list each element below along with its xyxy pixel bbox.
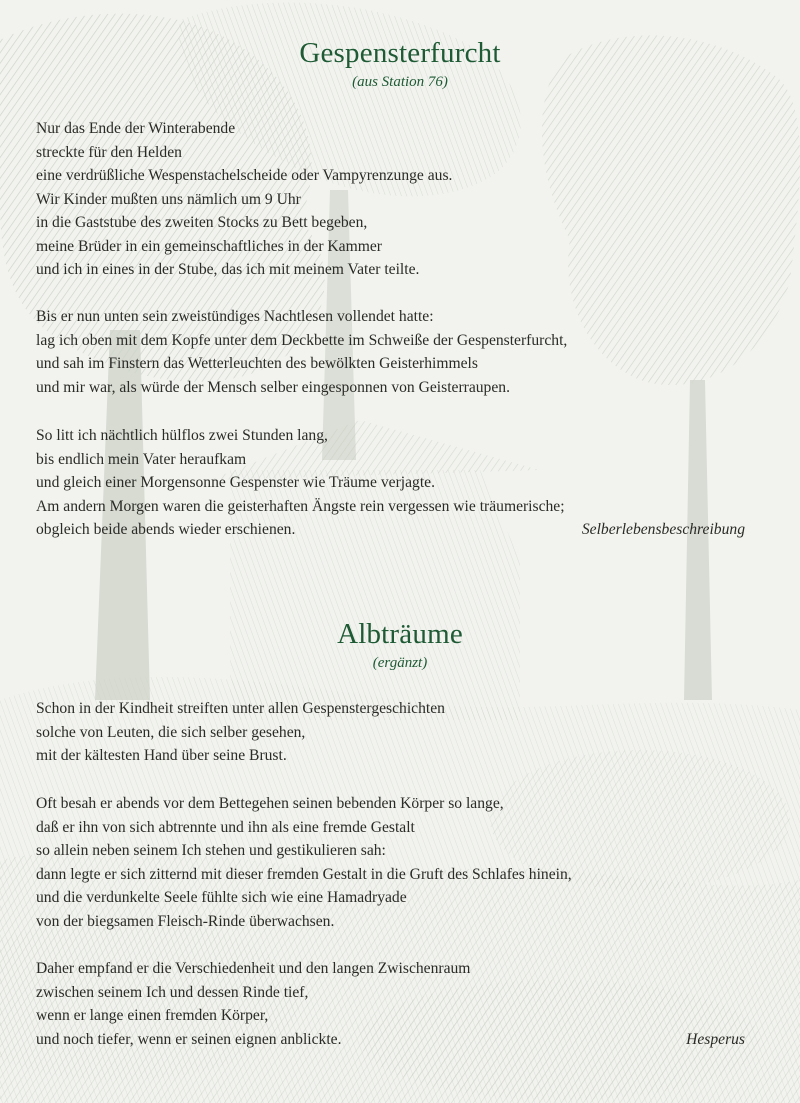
verse-line: zwischen seinem Ich und dessen Rinde tief, (36, 983, 309, 1001)
verse-line: obgleich beide abends wieder erschienen. (36, 521, 296, 538)
verse-line: meine Brüder in ein gemeinschaftliches in der Kammer (36, 237, 382, 255)
verse-line: Wir Kinder mußten uns nämlich um 9 Uhr (36, 190, 301, 208)
verse-line: wenn er lange einen fremden Körper, (36, 1007, 269, 1024)
verse-line: Nur das Ende der Winterabende (36, 120, 236, 137)
source-attribution: Hesperus (686, 1031, 745, 1048)
stanza (36, 117, 766, 282)
verse-line: eine verdrüßliche Wespenstachelscheide oder Vampyrenzunge aus. (36, 167, 453, 184)
verse-line: solche von Leuten, die sich selber gesehen, (36, 723, 306, 741)
verse-line: daß er ihn von sich abtrennte und ihn als eine fremde Gestalt (36, 818, 415, 836)
verse-line: dann legte er sich zitternd mit dieser fremden Gestalt in die Gruft des Schlafes hinein, (36, 865, 572, 883)
verse-line: so allein neben seinem Ich stehen und gestikulieren sah: (36, 842, 386, 859)
verse-line: und die verdunkelte Seele fühlte sich wie eine Hamadryade (36, 889, 407, 906)
verse-line: Bis er nun unten sein zweistündiges Nachtlesen vollendet hatte: (36, 308, 434, 325)
verse-line: Oft besah er abends vor dem Bettegehen seinen bebenden Körper so lange, (36, 795, 504, 812)
stanza (36, 305, 766, 399)
source-attribution: Selberlebensbeschreibung (581, 521, 745, 538)
poem-subtitle: (aus Station 76) (352, 74, 448, 90)
verse-line: lag ich oben mit dem Kopfe unter dem Deckbette im Schweiße der Gespensterfurcht, (36, 331, 568, 349)
stanza (36, 697, 766, 768)
verse-line: und noch tiefer, wenn er seinen eignen anblickte. (36, 1030, 342, 1048)
verse-line: streckte für den Helden (36, 143, 182, 161)
verse-line: mit der kältesten Hand über seine Brust. (36, 747, 287, 764)
verse-line: Schon in der Kindheit streiften unter allen Gespenstergeschichten (36, 700, 445, 717)
verse-line: Am andern Morgen waren die geisterhaften Ängste rein vergessen wie träumerische; (36, 497, 565, 515)
poem-title: Gespensterfurcht (299, 37, 501, 69)
verse-line: und ich in eines in der Stube, das ich mit meinem Vater teilte. (36, 261, 420, 278)
verse-line: Daher empfand er die Verschiedenheit und den langen Zwischenraum (36, 960, 471, 977)
stanza (36, 792, 766, 933)
verse-line: und gleich einer Morgensonne Gespenster wie Träume verjagte. (36, 474, 435, 491)
poem-title: Albträume (337, 618, 463, 650)
verse-line: von der biegsamen Fleisch-Rinde überwachsen. (36, 912, 335, 930)
verse-line: So litt ich nächtlich hülflos zwei Stunden lang, (36, 427, 328, 444)
stanza (36, 957, 766, 1051)
verse-line: und mir war, als würde der Mensch selber eingesponnen von Geisterraupen. (36, 378, 510, 396)
verse-line: in die Gaststube des zweiten Stocks zu Bett begeben, (36, 214, 368, 231)
poem-subtitle: (ergänzt) (372, 655, 428, 671)
verse-line: und sah im Finstern das Wetterleuchten des bewölkten Geisterhimmels (36, 355, 478, 372)
verse-line: bis endlich mein Vater heraufkam (36, 450, 247, 468)
